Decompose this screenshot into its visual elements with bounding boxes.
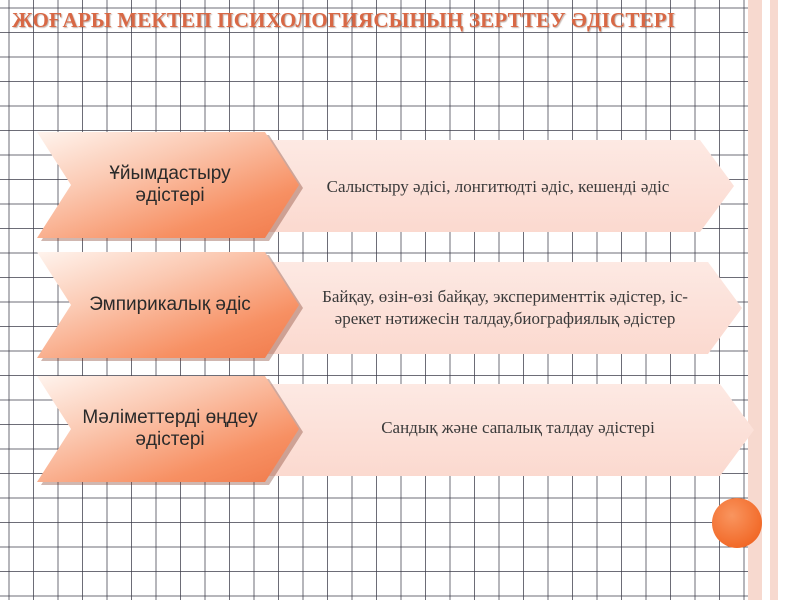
category-label-1: Ұйымдастыру әдістері: [109, 163, 231, 206]
category-label-2: Эмпирикалық әдіс: [89, 294, 251, 315]
methods-text-2: Байқау, өзін-өзі байқау, эксперименттік әдістер, іс-әрекет нәтижесін талдау,биографиялық әдістер: [322, 287, 688, 328]
category-label-3: Мәліметтерді өңдеу әдістері: [82, 407, 258, 450]
method-row-1: [0, 132, 800, 242]
methods-text-1: Салыстыру әдісі, лонгитюдті әдіс, кешенді әдіс: [326, 177, 670, 196]
page-title: ЖОҒАРЫ МЕКТЕП ПСИХОЛОГИЯСЫНЫҢ ЗЕРТТЕУ ӘДІСТЕРІ: [12, 8, 676, 32]
method-row-3: [0, 376, 800, 486]
methods-text-3: Сандық және сапалық талдау әдістері: [381, 418, 655, 437]
method-row-2: [0, 252, 800, 362]
orange-circle-decoration: [712, 498, 762, 548]
